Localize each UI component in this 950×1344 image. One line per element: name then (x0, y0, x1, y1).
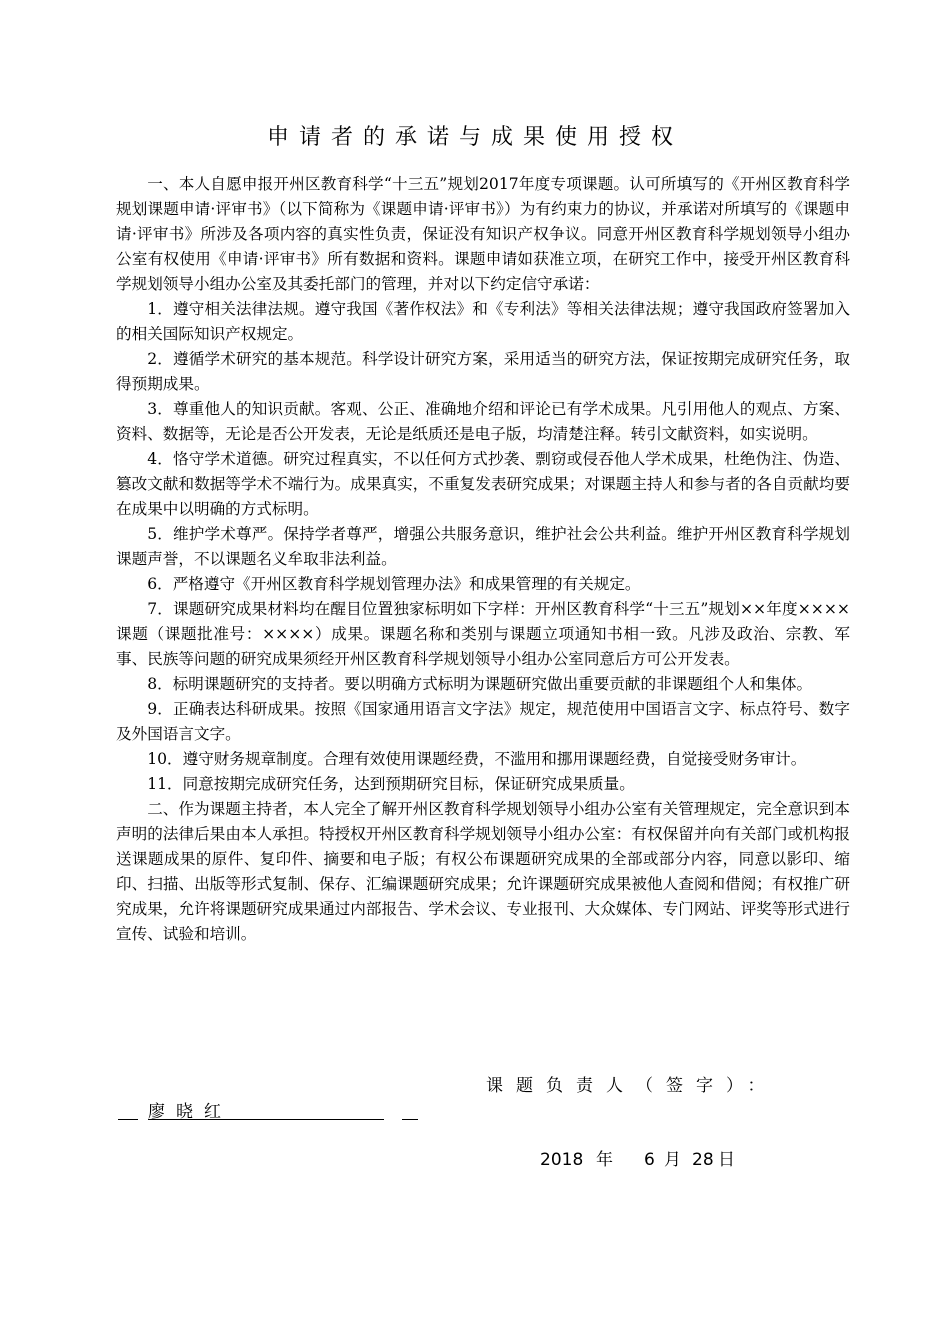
signer-name: 廖晓红 (148, 1102, 232, 1122)
date-year-label: 年 (596, 1150, 613, 1170)
date-year: 2018 (540, 1150, 584, 1170)
paragraph-item-7: 7．课题研究成果材料均在醒目位置独家标明如下字样：开州区教育科学“十三五”规划××年度××××课题（课题批准号：××××）成果。课题名称和类别与课题立项通知书相一致。凡涉及政治、宗教、军事、民族等问题的研究成果须经开州区教育科学规划领导小组办公室同意后方可公开发表。 (116, 600, 850, 668)
date-month: 6 (644, 1150, 655, 1170)
date-month-label: 月 (664, 1150, 681, 1170)
paragraph-authorization: 二、作为课题主持者，本人完全了解开州区教育科学规划领导小组办公室有关管理规定，完全意识到本声明的法律后果由本人承担。特授权开州区教育科学规划领导小组办公室：有权保留并向有关部门或机构报送课题成果的原件、复印件、摘要和电子版；有权公布课题研究成果的全部或部分内容，同意以影印、缩印、扫描、出版等形式复制、保存、汇编课题研究成果；允许课题研究成果被他人查阅和借阅；有权推广研究成果，允许将课题研究成果通过内部报告、学术会议、专业报刊、大众媒体、专门网站、评奖等形式进行宣传、试验和培训。 (116, 800, 850, 943)
page-title: 申请者的承诺与成果使用授权 (266, 125, 683, 150)
paragraph-item-10: 10．遵守财务规章制度。合理有效使用课题经费，不滥用和挪用课题经费，自觉接受财务审计。 (147, 750, 807, 768)
paragraph-item-11: 11．同意按期完成研究任务，达到预期研究目标，保证研究成果质量。 (147, 775, 635, 793)
paragraph-item-3: 3．尊重他人的知识贡献。客观、公正、准确地介绍和评论已有学术成果。凡引用他人的观点、方案、资料、数据等，无论是否公开发表，无论是纸质还是电子版，均清楚注释。转引文献资料，如实说明。 (116, 400, 850, 443)
signature-label: 课题负责人（签字）： (486, 1076, 778, 1096)
underline-right (402, 1119, 418, 1120)
paragraph-item-2: 2．遵循学术研究的基本规范。科学设计研究方案，采用适当的研究方法，保证按期完成研究任务，取得预期成果。 (116, 350, 850, 393)
paragraph-item-5: 5．维护学术尊严。保持学者尊严，增强公共服务意识，维护社会公共利益。维护开州区教育科学规划课题声誉，不以课题名义牟取非法利益。 (116, 525, 850, 568)
paragraph-intro: 一、本人自愿申报开州区教育科学“十三五”规划2017年度专项课题。认可所填写的《开州区教育科学规划课题申请·评审书》（以下简称为《课题申请·评审书》）为有约束力的协议，并承诺对所填写的《课题申请·评审书》所涉及各项内容的真实性负责，保证没有知识产权争议。同意开州区教育科学规划领导小组办公室有权使用《申请·评审书》所有数据和资料。课题申请如获准立项，在研究工作中，接受开州区教育科学规划领导小组办公室及其委托部门的管理，并对以下约定信守承诺： (116, 175, 850, 293)
underline-left (118, 1119, 138, 1120)
date-day: 28 (692, 1150, 714, 1170)
paragraph-item-9: 9．正确表达科研成果。按照《国家通用语言文字法》规定，规范使用中国语言文字、标点符号、数字及外国语言文字。 (116, 700, 850, 743)
underline-name (148, 1119, 384, 1120)
paragraph-item-1: 1．遵守相关法律法规。遵守我国《著作权法》和《专利法》等相关法律法规；遵守我国政府签署加入的相关国际知识产权规定。 (116, 300, 850, 343)
paragraph-item-6: 6．严格遵守《开州区教育科学规划管理办法》和成果管理的有关规定。 (147, 575, 641, 593)
signature-field (118, 1097, 418, 1121)
commitment-body (116, 172, 850, 947)
paragraph-item-4: 4．恪守学术道德。研究过程真实，不以任何方式抄袭、剽窃或侵吞他人学术成果，杜绝伪注、伪造、篡改文献和数据等学术不端行为。成果真实，不重复发表研究成果；对课题主持人和参与者的各自贡献均要在成果中以明确的方式标明。 (116, 450, 850, 518)
paragraph-item-8: 8．标明课题研究的支持者。要以明确方式标明为课题研究做出重要贡献的非课题组个人和集体。 (147, 675, 813, 693)
signature-date (540, 1145, 735, 1170)
date-day-label: 日 (718, 1150, 735, 1170)
